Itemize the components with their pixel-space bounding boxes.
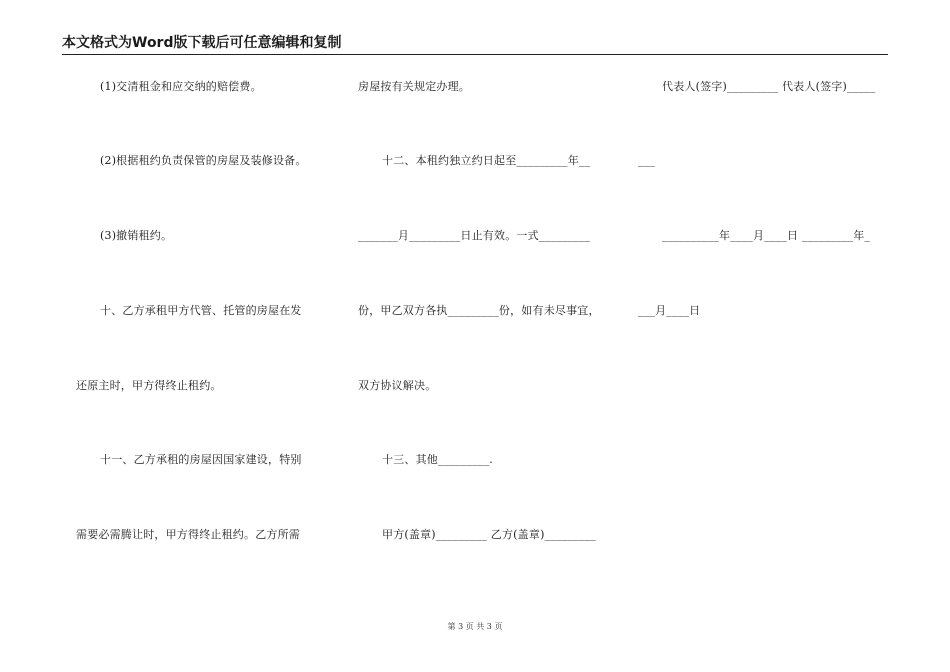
text-line: 需要必需腾让时，甲方得终止租约。乙方所需	[76, 528, 300, 541]
text-line: 双方协议解决。	[358, 379, 437, 392]
text-line: ___	[638, 154, 656, 167]
text-line: 十一、乙方承租的房屋因国家建设，特别	[100, 453, 302, 466]
text-line: ___月____日	[638, 304, 701, 317]
text-line: (1)交清租金和应交纳的赔偿费。	[100, 80, 262, 93]
text-line: __________年____月____日 _________年_	[662, 229, 871, 242]
text-line: 份，甲乙双方各执_________份，如有未尽事宜，	[358, 304, 600, 317]
text-line: 十三、其他_________.	[382, 453, 493, 466]
text-line: 代表人(签字)_________ 代表人(签字)_____	[662, 80, 876, 93]
text-line: (2)根据租约负责保管的房屋及装修设备。	[100, 154, 307, 167]
text-line: 房屋按有关规定办理。	[358, 80, 470, 93]
text-line: 十二、本租约独立约日起至_________年__	[382, 154, 591, 167]
page-header	[62, 34, 888, 55]
text-line: (3)撤销租约。	[100, 229, 173, 242]
text-line: 十、乙方承租甲方代管、托管的房屋在发	[100, 304, 302, 317]
text-line: 还原主时，甲方得终止租约。	[76, 379, 222, 392]
text-line: 甲方(盖章)_________ 乙方(盖章)_________	[382, 528, 596, 541]
text-line: _______月_________日止有效。一式_________	[358, 229, 591, 242]
header-title: 本文格式为Word版下载后可任意编辑和复制	[62, 35, 342, 51]
page-number: 第 3 页 共 3 页	[447, 622, 503, 631]
